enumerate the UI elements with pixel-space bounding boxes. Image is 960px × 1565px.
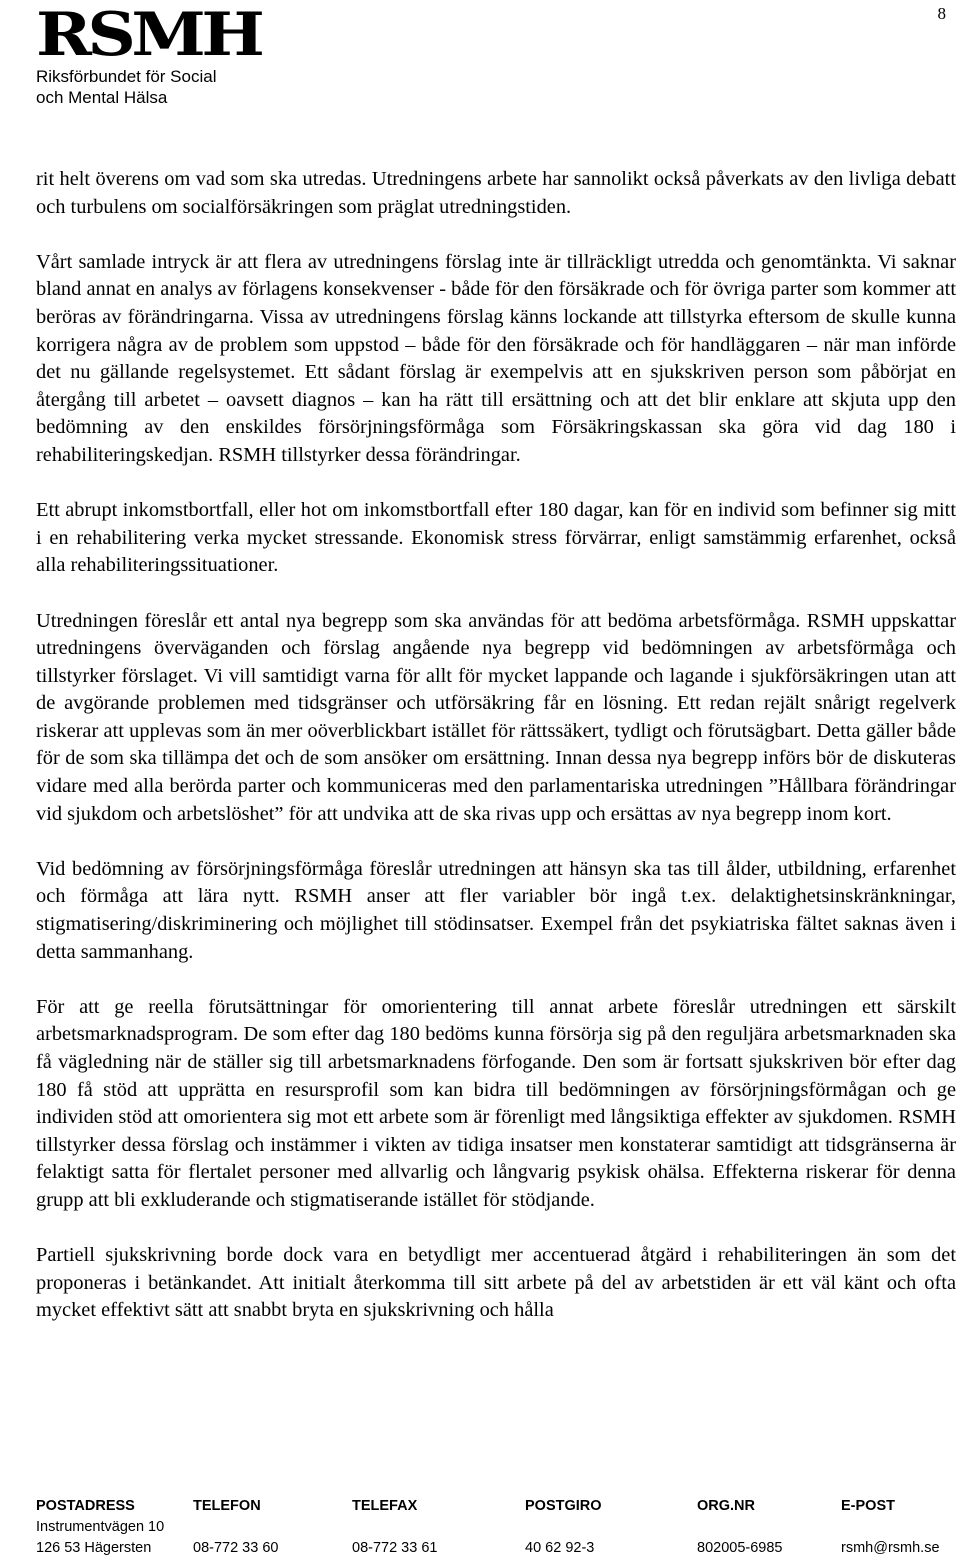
footer-label-postadress: POSTADRESS bbox=[36, 1498, 135, 1514]
footer-label-epost: E-POST bbox=[841, 1498, 895, 1514]
footer-address-street: Instrumentvägen 10 bbox=[36, 1519, 165, 1535]
page-number: 8 bbox=[937, 4, 946, 23]
footer-telefon-value: 08-772 33 60 bbox=[193, 1540, 279, 1556]
paragraph: För att ge reella förutsättningar för omorientering till annat arbete föreslår utredningen ett särskilt arbetsmarknadsprogram. De som efter dag 180 bedöms kunna försörja sig på den reguljära arbetsmarknaden ska få vägledning när de ställer sig till arbetsmarknadens förfogande. Den som är fortsatt sjukskriven bör efter dag 180 få stöd att upprätta en resursprofil som kan bidra till bedömningen av försörjningsförmågan och ge individen stöd att omorientera sig mot ett arbete som är förenligt med långsiktiga effekter av sjukdomen. RSMH tillstyrker dessa förslag och instämmer i vikten av tidiga insatser men konstaterar samtidigt att tidsgränserna är felaktigt satta för flertalet personer med allvarlig och långvarig psykisk ohälsa. Effekterna riskerar för denna grupp att bli exkluderande och stigmatiserande istället för stödjande. bbox=[36, 995, 956, 1211]
footer bbox=[36, 1496, 956, 1559]
org-name-line-1: Riksförbundet för Social bbox=[36, 67, 217, 86]
footer-label-telefon: TELEFON bbox=[193, 1498, 261, 1514]
footer-orgnr-value: 802005-6985 bbox=[697, 1540, 783, 1556]
footer-address-row bbox=[36, 1517, 956, 1538]
paragraph: Vårt samlade intryck är att flera av utredningens förslag inte är tillräckligt utredda och genomtänkta. Vi saknar bland annat en analys av förlagens konsekvenser - både för den försäkrade och för övriga parter som kommer att beröras av förändringarna. Vissa av utredningens förslag känns lockande att tillstyrka eftersom de skulle kunna korrigera några av de problem som uppstod – både för den försäkrade och för handläggaren – när man införde det nu gällande regelsystemet. Ett sådant förslag är exempelvis att en sjukskriven person som påbörjat en återgång till arbetet – oavsett diagnos – kan ha rätt till ersättning och att det blir enklare att skjuta upp den bedömning av den enskildes försörjningsförmåga som Försäkringskassan ska göra vid dag 180 i rehabiliteringskedjan. RSMH tillstyrker dessa förändringar. bbox=[36, 250, 956, 466]
footer-label-telefax: TELEFAX bbox=[352, 1498, 418, 1514]
paragraph: rit helt överens om vad som ska utredas. Utredningens arbete har sannolikt också påverkats av den livliga debatt och turbulens om socialförsäkringen som präglat utredningstiden. bbox=[36, 168, 956, 218]
paragraph: Ett abrupt inkomstbortfall, eller hot om inkomstbortfall efter 180 dagar, kan för en individ som befinner sig mitt i en rehabilitering verka mycket stressande. Ekonomisk stress förvärrar, enligt samstämmig erfarenhet, också alla rehabiliteringssituationer. bbox=[36, 499, 956, 577]
footer-label-orgnr: ORG.NR bbox=[697, 1498, 755, 1514]
rsmh-logo: RSMH bbox=[36, 0, 261, 70]
paragraph: Vid bedömning av försörjningsförmåga föreslår utredningen att hänsyn ska tas till ålder, utbildning, erfarenhet och förmåga att lära nytt. RSMH anser att fler variabler bör ingå t.ex. delaktighetsinskränkningar, stigmatisering/diskriminering och möjlighet till stödinsatser. Exempel från det psykiatriska fältet saknas även i detta sammanhang. bbox=[36, 857, 956, 963]
footer-values-row bbox=[36, 1538, 956, 1559]
footer-address-city: 126 53 Hägersten bbox=[36, 1540, 152, 1556]
paragraph: Utredningen föreslår ett antal nya begrepp som ska användas för att bedöma arbetsförmåga. RSMH uppskattar utredningens överväganden och förslag angående nya begrepp vid bedömningen av arbetsförmåga och tillstyrker förslaget. Vi vill samtidigt varna för allt för mycket lappande och lagande i sjukförsäkringen utan att de avgörande problemen med tidsgränser och utförsäkring får en lösning. Ett redan rejält snårigt regelverk riskerar att upplevas som än mer oöverblickbart istället för rättssäkert, tydligt och förutsägbart. Detta gäller både för de som ska tillämpa det och de som ansöker om ersättning. Innan dessa nya begrepp införs bör de diskuteras vidare med alla berörda parter och kommuniceras med den parlamentariska utredningen ”Hållbara förändringar vid sjukdom och arbetslöshet” för att undvika att de ska rivas upp och ersättas av nya begrepp inom kort. bbox=[36, 609, 956, 825]
footer-postgiro-value: 40 62 92-3 bbox=[525, 1540, 595, 1556]
footer-telefax-value: 08-772 33 61 bbox=[352, 1540, 438, 1556]
letterhead bbox=[36, 0, 336, 108]
paragraph: Partiell sjukskrivning borde dock vara en betydligt mer accentuerad åtgärd i rehabiliteringen än som det proponeras i betänkandet. Att initialt återkomma till sitt arbete på del av arbetstiden är ett väl känt och ofta mycket effektivt sätt att snabbt bryta en sjukskrivning och hålla bbox=[36, 1244, 956, 1322]
document-body bbox=[36, 166, 956, 1325]
footer-epost-value: rsmh@rsmh.se bbox=[841, 1540, 940, 1556]
org-name-line-2: och Mental Hälsa bbox=[36, 88, 168, 107]
footer-label-postgiro: POSTGIRO bbox=[525, 1498, 602, 1514]
footer-header-row bbox=[36, 1496, 956, 1517]
